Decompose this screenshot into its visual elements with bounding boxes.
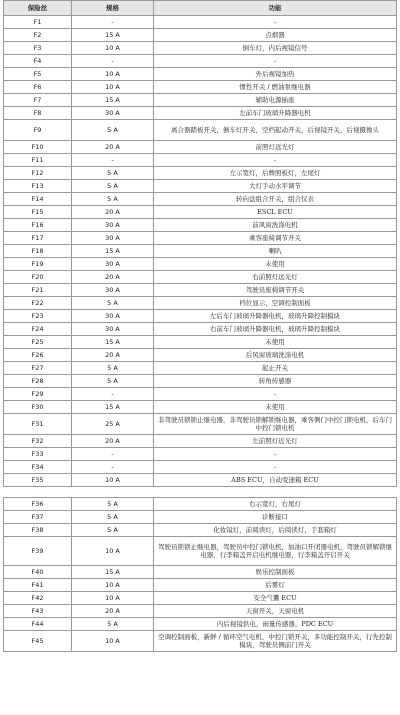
table-row [4, 401, 397, 414]
function-cell: 大灯手动水平调节 [154, 180, 397, 193]
rating-cell: - [72, 388, 154, 401]
rating-cell: 20 A [72, 206, 154, 219]
table-row [4, 511, 397, 524]
fuse-cell: F11 [4, 154, 72, 167]
function-cell: 左前照灯近光灯 [154, 435, 397, 448]
fuse-cell: F41 [4, 579, 72, 592]
table-row [4, 68, 397, 81]
rating-cell: - [72, 154, 154, 167]
table-row [4, 310, 397, 323]
function-cell: 安全气囊 ECU [154, 592, 397, 605]
function-cell: 驾驶员锁锁止继电器，驾驶员中控门锁电机，加油口开闭器电机，驾驶员锁解锁继电器，行李箱盖开启电机继电器，行李箱盖开启开关 [154, 537, 397, 566]
rating-cell: 10 A [72, 537, 154, 566]
fuse-cell: F35 [4, 474, 72, 487]
table-row [4, 271, 397, 284]
table-row [4, 180, 397, 193]
rating-cell: 10 A [72, 592, 154, 605]
rating-cell: 20 A [72, 271, 154, 284]
table-row [4, 42, 397, 55]
fuse-cell: F15 [4, 206, 72, 219]
fuse-cell: F40 [4, 566, 72, 579]
table-row [4, 474, 397, 487]
function-cell: 转角传感器 [154, 375, 397, 388]
function-cell: 驾驶员座椅调节开关 [154, 284, 397, 297]
rating-cell: 30 A [72, 107, 154, 120]
fuse-cell: F3 [4, 42, 72, 55]
table-row [4, 631, 397, 652]
function-cell: 右前照灯远光灯 [154, 271, 397, 284]
table-row [4, 154, 397, 167]
rating-cell: 20 A [72, 605, 154, 618]
rating-cell: 15 A [72, 336, 154, 349]
rating-cell: 5 A [72, 498, 154, 511]
fuse-cell: F21 [4, 284, 72, 297]
fuse-cell: F33 [4, 448, 72, 461]
function-cell: 前照灯远光灯 [154, 141, 397, 154]
fuse-table-part2 [3, 497, 397, 652]
rating-cell: 30 A [72, 284, 154, 297]
function-cell: 喇叭 [154, 245, 397, 258]
rating-cell: 10 A [72, 81, 154, 94]
rating-cell: 20 A [72, 435, 154, 448]
table-row [4, 349, 397, 362]
table-row [4, 323, 397, 336]
function-cell: 右示宽灯，右尾灯 [154, 498, 397, 511]
table-row [4, 566, 397, 579]
fuse-cell: F17 [4, 232, 72, 245]
header-function: 功能 [154, 1, 397, 16]
rating-cell: 5 A [72, 618, 154, 631]
function-cell: 后风窗玻璃洗涤电机 [154, 349, 397, 362]
rating-cell: 25 A [72, 414, 154, 435]
table-row [4, 618, 397, 631]
table-row [4, 388, 397, 401]
rating-cell: 10 A [72, 474, 154, 487]
table-row [4, 219, 397, 232]
function-cell: - [154, 154, 397, 167]
fuse-cell: F29 [4, 388, 72, 401]
rating-cell: 5 A [72, 524, 154, 537]
function-cell: 左后车门玻璃升降器电机，玻璃升降控制模块 [154, 310, 397, 323]
function-cell: 外后视镜加热 [154, 68, 397, 81]
fuse-cell: F34 [4, 461, 72, 474]
table-row [4, 232, 397, 245]
table-row [4, 537, 397, 566]
fuse-cell: F24 [4, 323, 72, 336]
table-row [4, 94, 397, 107]
table-row [4, 167, 397, 180]
fuse-cell: F36 [4, 498, 72, 511]
function-cell: 右前车门玻璃升降器电机，玻璃升降控制模块 [154, 323, 397, 336]
fuse-table-part1 [3, 0, 397, 487]
rating-cell: 10 A [72, 631, 154, 652]
rating-cell: 20 A [72, 349, 154, 362]
fuse-cell: F14 [4, 193, 72, 206]
table-row [4, 55, 397, 68]
table-row [4, 448, 397, 461]
table-row [4, 435, 397, 448]
fuse-cell: F27 [4, 362, 72, 375]
table-header-row [4, 1, 397, 16]
header-rating: 规格 [72, 1, 154, 16]
table-row [4, 120, 397, 141]
function-cell: - [154, 448, 397, 461]
rating-cell: 5 A [72, 375, 154, 388]
fuse-cell: F32 [4, 435, 72, 448]
table-gap [0, 487, 400, 497]
function-cell: 惯性开关 / 燃油泵继电器 [154, 81, 397, 94]
fuse-cell: F1 [4, 16, 72, 29]
fuse-cell: F26 [4, 349, 72, 362]
function-cell: 空调控制面板，新鲜 / 循环空气电机，中控门锁开关，多功能控制开关，行先控制模块，驾驶员侧前门开关 [154, 631, 397, 652]
function-cell: 未使用 [154, 401, 397, 414]
table-row [4, 579, 397, 592]
table-row [4, 107, 397, 120]
table-row [4, 193, 397, 206]
table-row [4, 284, 397, 297]
function-cell: 辅助电源插座 [154, 94, 397, 107]
function-cell: 天窗开关，天窗电机 [154, 605, 397, 618]
function-cell: 离合器踏板开关，倒车灯开关，空档起动开关，后视镜开关，后视摄像头 [154, 120, 397, 141]
table-row [4, 414, 397, 435]
function-cell: - [154, 388, 397, 401]
function-cell: 前风窗洗涤电机 [154, 219, 397, 232]
table-row [4, 245, 397, 258]
fuse-cell: F19 [4, 258, 72, 271]
rating-cell: 5 A [72, 180, 154, 193]
function-cell: 诊断接口 [154, 511, 397, 524]
rating-cell: - [72, 461, 154, 474]
fuse-cell: F31 [4, 414, 72, 435]
table-row [4, 29, 397, 42]
rating-cell: 15 A [72, 566, 154, 579]
rating-cell: 10 A [72, 42, 154, 55]
function-cell: - [154, 16, 397, 29]
rating-cell: 5 A [72, 167, 154, 180]
table-row [4, 524, 397, 537]
fuse-cell: F44 [4, 618, 72, 631]
fuse-cell: F16 [4, 219, 72, 232]
fuse-cell: F23 [4, 310, 72, 323]
fuse-cell: F45 [4, 631, 72, 652]
function-cell: 非驾驶员锁锁止继电器，非驾驶员锁解锁继电器，乘客侧门中控门锁电机，后车门中控门锁电机 [154, 414, 397, 435]
fuse-cell: F30 [4, 401, 72, 414]
function-cell: 未使用 [154, 336, 397, 349]
fuse-cell: F38 [4, 524, 72, 537]
fuse-cell: F8 [4, 107, 72, 120]
rating-cell: 30 A [72, 232, 154, 245]
function-cell: 内后视镜供电，雨量传感器，PDC ECU [154, 618, 397, 631]
rating-cell: 5 A [72, 120, 154, 141]
fuse-cell: F2 [4, 29, 72, 42]
table-row [4, 605, 397, 618]
fuse-cell: F6 [4, 81, 72, 94]
fuse-cell: F28 [4, 375, 72, 388]
table-row [4, 375, 397, 388]
function-cell: - [154, 461, 397, 474]
table-row [4, 81, 397, 94]
fuse-cell: F20 [4, 271, 72, 284]
table-row [4, 336, 397, 349]
fuse-cell: F37 [4, 511, 72, 524]
header-fuse: 保险丝 [4, 1, 72, 16]
rating-cell: 10 A [72, 579, 154, 592]
function-cell: 乘客座椅调节开关 [154, 232, 397, 245]
fuse-cell: F42 [4, 592, 72, 605]
rating-cell: 20 A [72, 141, 154, 154]
table-row [4, 141, 397, 154]
rating-cell: 30 A [72, 310, 154, 323]
rating-cell: 10 A [72, 68, 154, 81]
table-row [4, 362, 397, 375]
rating-cell: 5 A [72, 193, 154, 206]
table-row [4, 592, 397, 605]
fuse-cell: F18 [4, 245, 72, 258]
fuse-cell: F13 [4, 180, 72, 193]
fuse-cell: F7 [4, 94, 72, 107]
table-row [4, 498, 397, 511]
function-cell: 左示宽灯，后牌照板灯，左尾灯 [154, 167, 397, 180]
rating-cell: 15 A [72, 94, 154, 107]
function-cell: ABS ECU，自动变速箱 ECU [154, 474, 397, 487]
fuse-cell: F12 [4, 167, 72, 180]
rating-cell: - [72, 448, 154, 461]
rating-cell: 30 A [72, 219, 154, 232]
rating-cell: 15 A [72, 29, 154, 42]
function-cell: 化妆镜灯，前阅读灯，后阅读灯，手套箱灯 [154, 524, 397, 537]
table-row [4, 258, 397, 271]
fuse-cell: F5 [4, 68, 72, 81]
function-cell: 倒车灯，内后视镜信号 [154, 42, 397, 55]
table-row [4, 297, 397, 310]
function-cell: 转向盘组合开关，组合仪表 [154, 193, 397, 206]
fuse-cell: F43 [4, 605, 72, 618]
rating-cell: 15 A [72, 245, 154, 258]
fuse-cell: F4 [4, 55, 72, 68]
function-cell: 起止开关 [154, 362, 397, 375]
table-row [4, 461, 397, 474]
fuse-cell: F25 [4, 336, 72, 349]
rating-cell: 30 A [72, 323, 154, 336]
function-cell: 左前车门玻璃升降器电机 [154, 107, 397, 120]
function-cell: 点烟器 [154, 29, 397, 42]
rating-cell: 5 A [72, 297, 154, 310]
fuse-cell: F10 [4, 141, 72, 154]
rating-cell: 5 A [72, 511, 154, 524]
fuse-cell: F9 [4, 120, 72, 141]
table-row [4, 206, 397, 219]
table-row [4, 16, 397, 29]
rating-cell: 30 A [72, 258, 154, 271]
function-cell: 娱乐控制面板 [154, 566, 397, 579]
function-cell: - [154, 55, 397, 68]
rating-cell: 5 A [72, 362, 154, 375]
function-cell: 未使用 [154, 258, 397, 271]
function-cell: 后雾灯 [154, 579, 397, 592]
rating-cell: 15 A [72, 401, 154, 414]
function-cell: 档位显示，空调控制面板 [154, 297, 397, 310]
rating-cell: - [72, 16, 154, 29]
function-cell: ESCL ECU [154, 206, 397, 219]
rating-cell: - [72, 55, 154, 68]
fuse-cell: F22 [4, 297, 72, 310]
fuse-cell: F39 [4, 537, 72, 566]
